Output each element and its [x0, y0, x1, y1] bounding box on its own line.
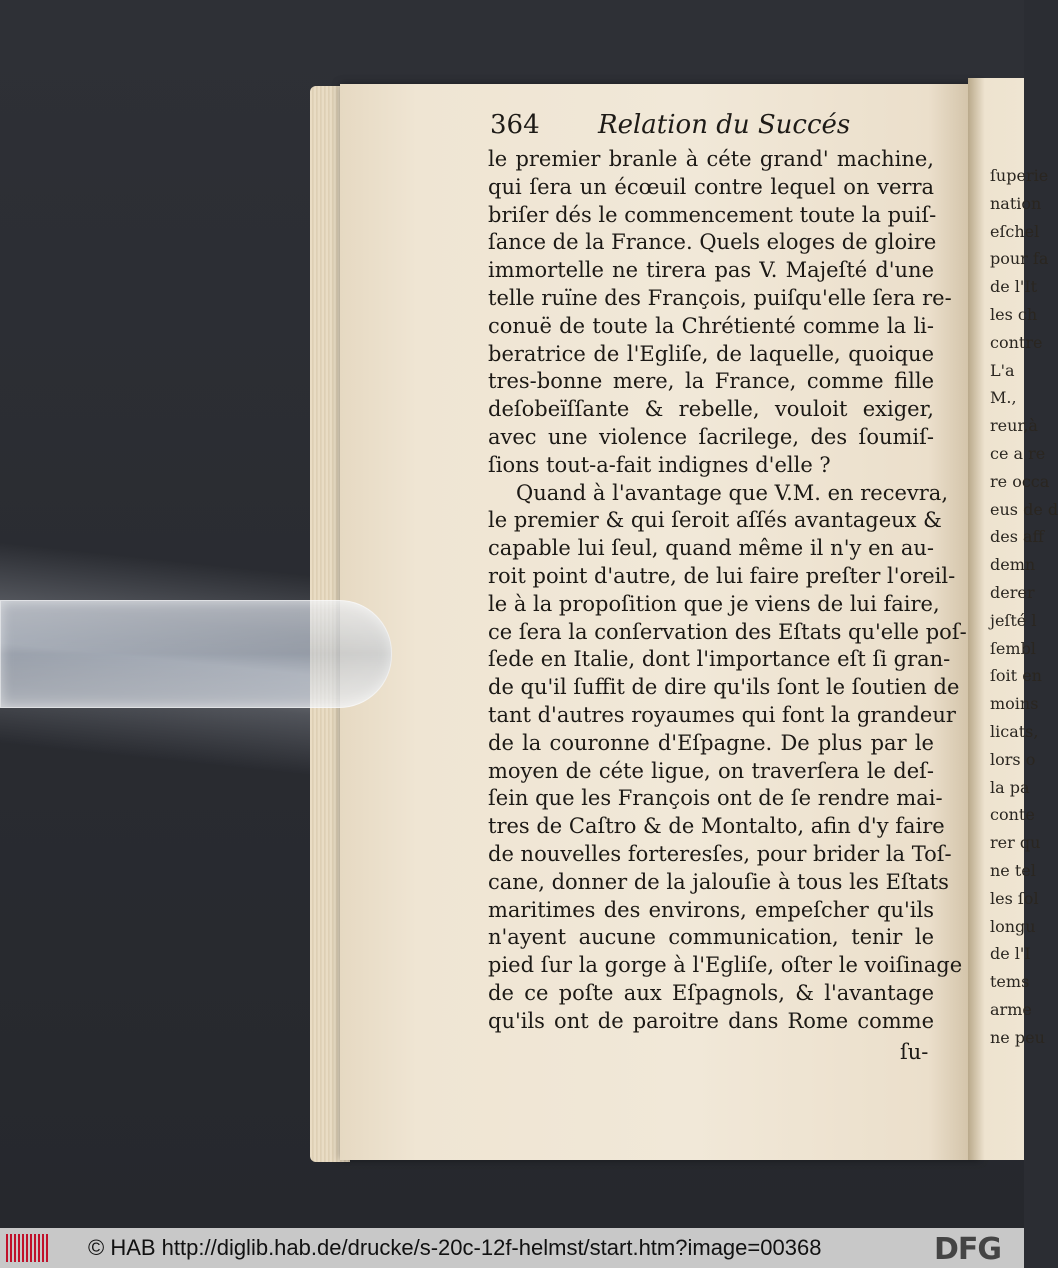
text-line: le premier & qui ſeroit aſſés avantageux & [488, 508, 942, 533]
footer-bar [0, 1228, 1024, 1268]
facing-page-fragment: ne tel [990, 861, 1036, 880]
text-line: tant d'autres royaumes qui font la grandeur [488, 702, 956, 727]
facing-page-fragment: derer [990, 583, 1035, 602]
text-line: immortelle ne tirera pas V. Majeſté d'une [488, 258, 934, 283]
facing-page-fragment: arme [990, 1000, 1032, 1019]
page-number: 364 [490, 110, 540, 140]
text-line: Quand à l'avantage que V.M. en recevra, [516, 480, 948, 505]
text-line: le à la propoſition que je viens de lui faire, [488, 591, 940, 616]
facing-page-fragment: les ch [990, 305, 1038, 324]
dfg-logo: DFG [934, 1232, 1002, 1267]
facing-page-fragment: ſuperie [990, 166, 1049, 185]
text-line: qui ſera un écœuil contre lequel on verra [488, 174, 934, 199]
text-line: beratrice de l'Egliſe, de laquelle, quoique [488, 341, 934, 366]
text-line: ſein que les François ont de ſe rendre mai- [488, 786, 943, 811]
text-line: n'ayent aucune communication, tenir le [488, 925, 934, 950]
facing-page-fragment: de l'It [990, 277, 1038, 297]
text-line: ſance de la France. Quels eloges de gloire [488, 230, 937, 255]
text-line: maritimes des environs, empeſcher qu'ils [488, 897, 934, 922]
facing-page-fragment: L'a [990, 360, 1015, 380]
glass-page-clip [0, 600, 392, 708]
text-line: avec une violence ſacrilege, des ſoumiſ- [488, 424, 934, 449]
text-line: de la couronne d'Eſpagne. De plus par le [488, 730, 934, 755]
facing-page-fragment: lors o [990, 749, 1036, 769]
body-text [488, 146, 967, 1036]
catchword: ſu- [900, 1040, 929, 1064]
copyright-link[interactable]: © HAB http://diglib.hab.de/drucke/s-20c-12f-helmst/start.htm?image=00368 [88, 1235, 822, 1260]
text-line: ſede en Italie, dont l'importance eſt ſi gran- [488, 647, 951, 672]
text-line: tres-bonne mere, la France, comme fille [488, 369, 934, 394]
text-line: pied ſur la gorge à l'Egliſe, oſter le voiſinage [488, 953, 963, 978]
facing-page-fragment: ſoit en [990, 666, 1042, 686]
facing-page-fragment: de l'I [990, 944, 1031, 964]
facing-page-fragment: des aff [990, 527, 1044, 547]
text-line: de qu'il ſuffit de dire qu'ils ſont le ſoutien de [488, 675, 960, 700]
text-line: ſions tout-a-fait indignes d'elle ? [488, 452, 831, 477]
facing-page-fragment: ſembl [990, 638, 1036, 658]
text-line: roit point d'autre, de lui faire preſter l'oreil- [488, 563, 956, 588]
facing-page-fragment: eus de d [990, 499, 1058, 519]
facing-page-fragment: contre [990, 332, 1043, 352]
running-title: Relation du Succés [598, 110, 851, 140]
facing-page-fragment: jeſté l [990, 610, 1037, 630]
facing-page-fragment: pour fa [990, 249, 1049, 269]
text-line: cane, donner de la jalouſie à tous les Eſtats [488, 869, 949, 894]
text-line: briſer dés le commencement toute la puiſ- [488, 202, 937, 227]
running-head [490, 110, 940, 146]
facing-page-fragment: M., [990, 388, 1017, 408]
text-line: capable lui ſeul, quand même il n'y en au- [488, 536, 934, 561]
facing-page-fragment: eſchel [990, 221, 1040, 241]
facing-page-fragment: demn [990, 555, 1036, 575]
facing-page-fragment: tems [990, 972, 1030, 992]
text-line: conuë de toute la Chrétienté comme la li- [488, 313, 934, 338]
facing-page-fragment: nation [990, 193, 1042, 213]
facing-page-fragment: la pa [990, 777, 1030, 797]
facing-page-fragment: reur,à [990, 416, 1038, 436]
hab-barcode-icon [6, 1234, 48, 1262]
text-line: ce ſera la conſervation des Eſtats qu'elle poſ- [488, 619, 967, 644]
text-line: moyen de céte ligue, on traverſera le deſ- [488, 758, 934, 783]
facing-page-fragment: licats, [990, 722, 1039, 741]
text-line: deſobeïſſante & rebelle, vouloit exiger, [488, 397, 934, 422]
text-line: qu'ils ont de paroitre dans Rome comme [488, 1008, 934, 1033]
facing-page-fragment: moins [990, 694, 1039, 714]
facing-page-fragment: rer qu [990, 833, 1041, 853]
text-line: de nouvelles forteresſes, pour brider la Toſ- [488, 841, 952, 866]
facing-page-fragment: longu [990, 916, 1036, 936]
facing-page-fragment: ne peu [990, 1027, 1045, 1047]
facing-page-fragment: re occa [990, 471, 1050, 491]
facing-page-fragment: les ſol [990, 888, 1039, 908]
facing-page-fragment: ce a re [990, 444, 1046, 463]
text-line: telle ruïne des François, puiſqu'elle ſera re- [488, 285, 952, 310]
text-line: tres de Caſtro & de Montalto, afin d'y faire [488, 814, 945, 839]
facing-page [968, 78, 1058, 1160]
facing-page-fragment: conte [990, 805, 1035, 825]
text-line: de ce poſte aux Eſpagnols, & l'avantage [488, 980, 934, 1005]
text-line: le premier branle à céte grand' machine, [488, 147, 934, 171]
